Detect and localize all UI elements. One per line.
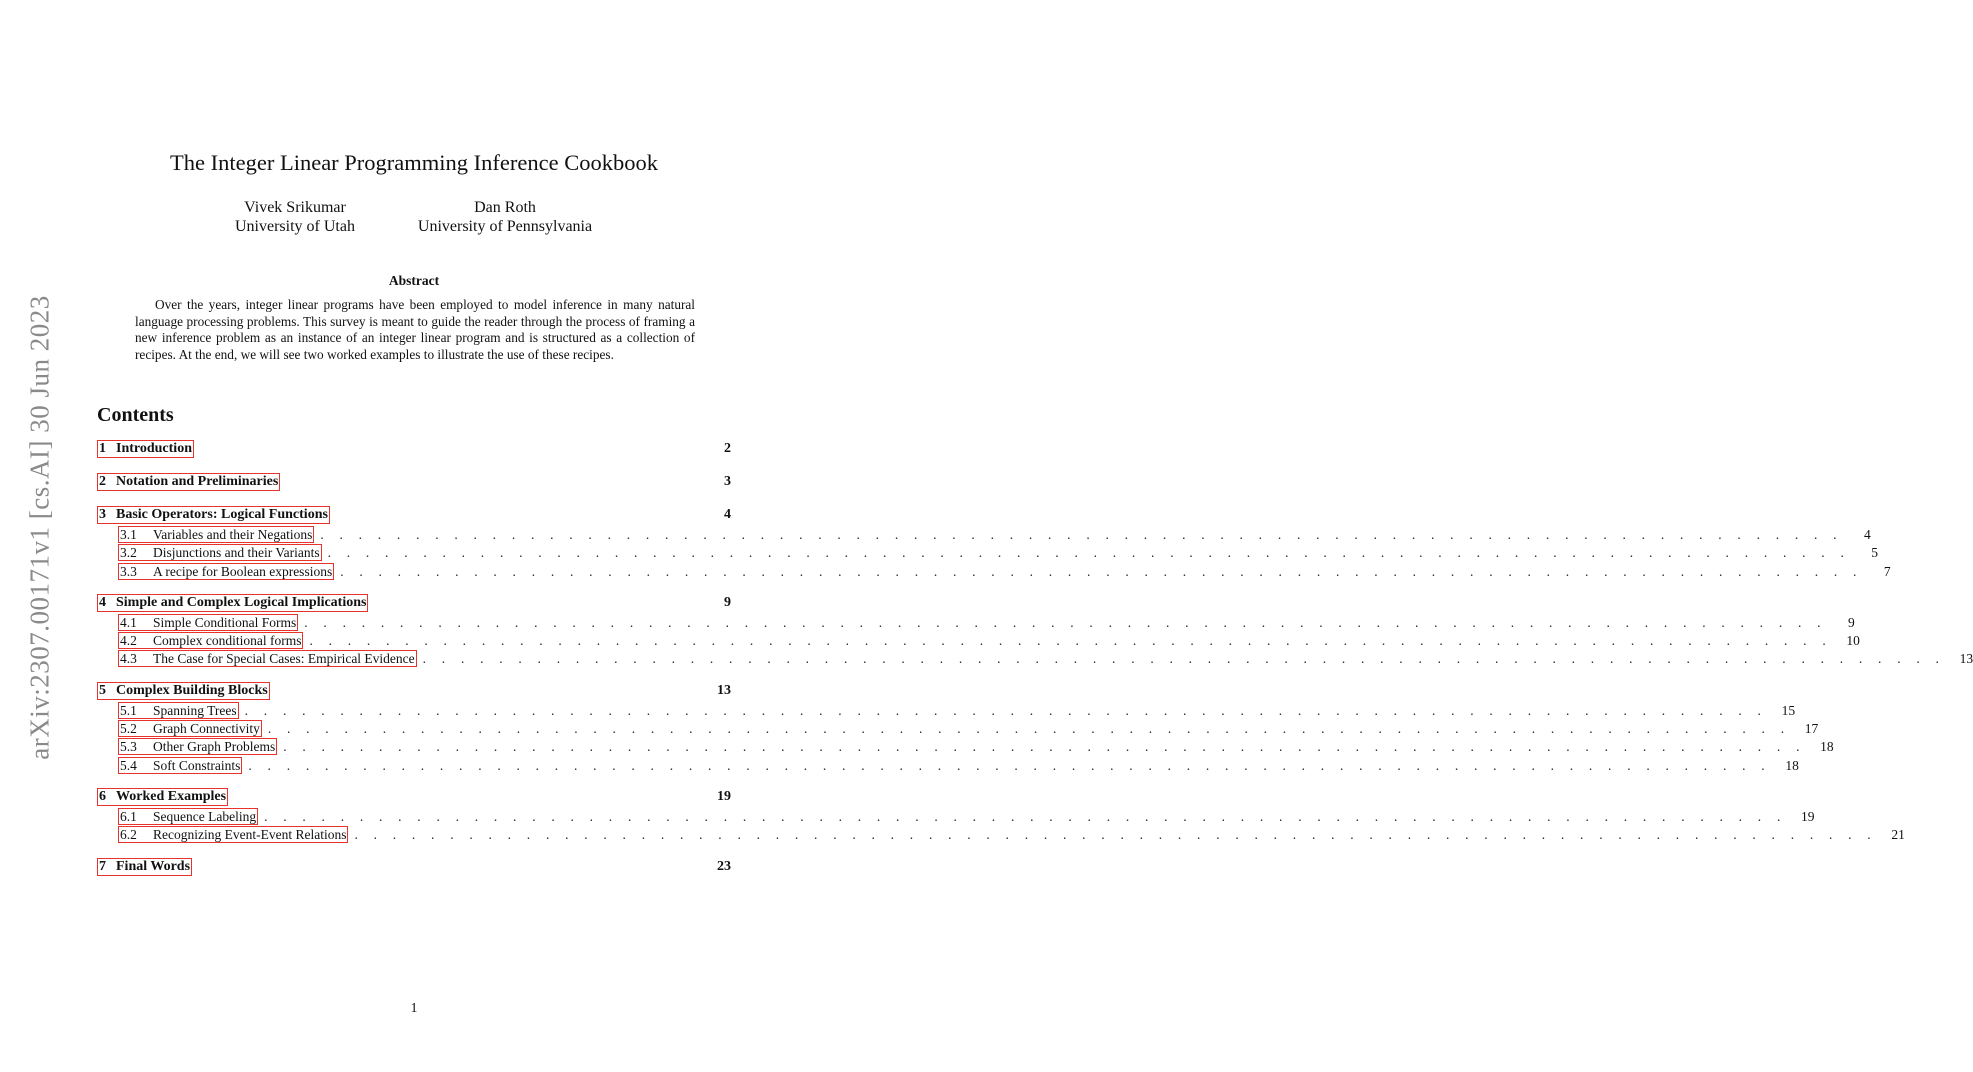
toc-subsection-page: 7 <box>1883 563 1891 579</box>
toc-leader-dots: . . . . . . . . . . . . . . . . . . . . . . . . . . . . . . . . . . . . . . . . . . . . . . . . . . . . . . . . . . . . . . . . . . . . . . . . . . . . . . . . <box>267 721 1791 737</box>
toc-subsection-page: 17 <box>1804 721 1819 737</box>
toc-section-title: Complex Building Blocks <box>116 682 268 698</box>
toc-section-link[interactable] <box>97 682 270 700</box>
toc-leader-dots: . . . . . . . . . . . . . . . . . . . . . . . . . . . . . . . . . . . . . . . . . . . . . . . . . . . . . . . . . . . . . . . . . . . . . . . . . . . . . . . . <box>248 757 1771 773</box>
toc-section-number: 3 <box>99 507 106 522</box>
toc-section-title: Introduction <box>116 441 192 456</box>
toc-subsection-page: 21 <box>1891 827 1905 843</box>
page-number: 1 <box>410 1001 418 1016</box>
toc-subsection-link[interactable] <box>118 650 417 667</box>
toc-subsection-title: Simple Conditional Forms <box>153 614 297 630</box>
toc-section-row <box>97 473 731 493</box>
toc-subsection-page: 5 <box>1871 545 1879 561</box>
toc-section-page: 4 <box>724 507 731 522</box>
toc-subsection-title: Complex conditional forms <box>153 633 302 649</box>
arxiv-identifier-text: arXiv:2307.00171v1 [cs.AI] 30 Jun 2023 <box>24 294 55 760</box>
toc-leader-dots: . . . . . . . . . . . . . . . . . . . . . . . . . . . . . . . . . . . . . . . . . . . . . . . . . . . . . . . . . . . . . . . . . . . . . . . . . . . . . . . . <box>304 614 1827 630</box>
toc-subsection-row <box>97 702 1796 720</box>
toc-subsection-title: The Case for Special Cases: Empirical Evidence <box>153 651 415 667</box>
toc-section-number: 1 <box>99 441 106 456</box>
toc-subsection-link[interactable] <box>118 544 322 561</box>
toc-subsection-number: 5.4 <box>120 757 137 773</box>
toc-subsection-page: 9 <box>1847 614 1855 630</box>
toc-subsection-title: Recognizing Event-Event Relations <box>153 827 347 843</box>
toc-leader-dots: . . . . . . . . . . . . . . . . . . . . . . . . . . . . . . . . . . . . . . . . . . . . . . . . . . . . . . . . . . . . . . . . . . . . . . . . . . . . . . . . <box>309 633 1832 649</box>
toc-subsection-link[interactable] <box>118 757 242 774</box>
toc-subsection-row <box>97 757 1799 775</box>
toc-subsection-number: 3.1 <box>120 527 137 542</box>
toc-leader-dots: . . . . . . . . . . . . . . . . . . . . . . . . . . . . . . . . . . . . . . . . . . . . . . . . . . . . . . . . . . . . . . . . . . . . . . . . . . . . . . . . <box>264 808 1787 824</box>
toc-subsection-number: 4.1 <box>120 614 137 630</box>
toc-section-row <box>97 682 731 702</box>
author-affiliation: University of Utah <box>235 218 355 235</box>
toc-section-page: 13 <box>717 682 731 698</box>
toc-section-title: Final Words <box>116 858 191 874</box>
author-block <box>404 198 606 236</box>
toc-section-link[interactable] <box>97 440 194 458</box>
toc-subsection-number: 6.1 <box>120 808 137 824</box>
toc-subsection-page: 15 <box>1781 702 1796 718</box>
toc-section-number: 7 <box>99 858 106 874</box>
toc-section <box>97 473 731 493</box>
toc-subsection-number: 3.3 <box>120 563 137 579</box>
toc-section <box>97 594 1973 669</box>
toc-section <box>97 506 1891 581</box>
toc-subsection-link[interactable] <box>118 702 239 719</box>
paper-title: The Integer Linear Programming Inference Cookbook <box>170 150 658 175</box>
abstract-heading: Abstract <box>388 273 440 288</box>
toc-section-row <box>97 858 731 878</box>
toc-section-row <box>97 788 731 808</box>
toc-subsection-number: 3.2 <box>120 545 137 561</box>
toc-subsection-number: 4.2 <box>120 633 137 649</box>
toc-subsection-page: 18 <box>1785 757 1799 773</box>
toc-section-link[interactable] <box>97 788 228 806</box>
toc-section <box>97 788 1905 845</box>
toc-section-row <box>97 506 731 526</box>
toc-section <box>97 858 731 878</box>
toc-subsection-row <box>97 650 1973 668</box>
toc-subsection-link[interactable] <box>118 632 303 649</box>
toc-subsection-row <box>97 808 1815 826</box>
toc-subsection-row <box>97 826 1905 844</box>
toc-subsection-page: 19 <box>1801 808 1815 824</box>
author-affiliation: University of Pennsylvania <box>417 218 593 235</box>
toc-section-page: 2 <box>724 441 731 456</box>
toc-subsection-link[interactable] <box>118 826 348 843</box>
toc-section-title: Worked Examples <box>116 788 227 804</box>
toc-section-title: Simple and Complex Logical Implications <box>116 594 367 610</box>
toc-subsection-link[interactable] <box>118 563 334 580</box>
toc-subsection-row <box>97 720 1819 738</box>
toc-leader-dots: . . . . . . . . . . . . . . . . . . . . . . . . . . . . . . . . . . . . . . . . . . . . . . . . . . . . . . . . . . . . . . . . . . . . . . . . . . . . . . . . <box>340 563 1863 579</box>
toc-subsection-link[interactable] <box>118 720 262 737</box>
toc-subsection-number: 5.1 <box>120 702 137 718</box>
toc-subsection-number: 5.3 <box>120 739 137 755</box>
toc-section-link[interactable] <box>97 858 192 876</box>
toc-section <box>97 440 731 460</box>
toc-section <box>97 682 1834 775</box>
toc-leader-dots: . . . . . . . . . . . . . . . . . . . . . . . . . . . . . . . . . . . . . . . . . . . . . . . . . . . . . . . . . . . . . . . . . . . . . . . . . . . . . . . . <box>422 651 1946 667</box>
toc-leader-dots: . . . . . . . . . . . . . . . . . . . . . . . . . . . . . . . . . . . . . . . . . . . . . . . . . . . . . . . . . . . . . . . . . . . . . . . . . . . . . . . . <box>320 527 1843 542</box>
toc-subsection-link[interactable] <box>118 526 314 543</box>
toc-subsection-row <box>97 526 1871 544</box>
toc-subsection-page: 10 <box>1846 633 1860 649</box>
toc-section-number: 4 <box>99 594 106 610</box>
contents-heading: Contents <box>97 404 174 426</box>
toc-subsection-row <box>97 544 1879 562</box>
toc-leader-dots: . . . . . . . . . . . . . . . . . . . . . . . . . . . . . . . . . . . . . . . . . . . . . . . . . . . . . . . . . . . . . . . . . . . . . . . . . . . . . . . . <box>283 739 1806 755</box>
toc-subsection-row <box>97 632 1860 650</box>
toc-subsection-number: 4.3 <box>120 651 137 667</box>
toc-section-page: 9 <box>724 594 731 610</box>
toc-section-page: 23 <box>717 858 731 874</box>
toc-subsection-link[interactable] <box>118 738 277 755</box>
toc-subsection-title: Graph Connectivity <box>153 721 260 737</box>
toc-subsection-row <box>97 614 1855 632</box>
arxiv-side-identifier <box>20 296 60 758</box>
toc-section-link[interactable] <box>97 594 368 612</box>
toc-subsection-title: Variables and their Negations <box>153 527 313 542</box>
author-name: Dan Roth <box>474 199 536 216</box>
toc-subsection-row <box>97 738 1834 756</box>
toc-section-number: 2 <box>99 474 106 489</box>
toc-subsection-number: 6.2 <box>120 827 137 843</box>
author-block <box>218 198 372 236</box>
toc-subsection-row <box>97 563 1891 581</box>
toc-leader-dots: . . . . . . . . . . . . . . . . . . . . . . . . . . . . . . . . . . . . . . . . . . . . . . . . . . . . . . . . . . . . . . . . . . . . . . . . . . . . . . . . <box>244 702 1768 718</box>
toc-subsection-title: A recipe for Boolean expressions <box>153 563 333 579</box>
toc-subsection-page: 13 <box>1959 651 1973 667</box>
toc-subsection-title: Spanning Trees <box>153 702 237 718</box>
toc-section-number: 5 <box>99 682 106 698</box>
toc-section-row <box>97 440 731 460</box>
toc-section-title: Basic Operators: Logical Functions <box>116 507 328 522</box>
toc-section-page: 3 <box>724 474 731 489</box>
toc-subsection-title: Disjunctions and their Variants <box>153 545 320 561</box>
toc-section-title: Notation and Preliminaries <box>116 474 279 489</box>
toc-leader-dots: . . . . . . . . . . . . . . . . . . . . . . . . . . . . . . . . . . . . . . . . . . . . . . . . . . . . . . . . . . . . . . . . . . . . . . . . . . . . . . . . <box>354 827 1877 843</box>
toc-section-row <box>97 594 731 614</box>
toc-subsection-title: Sequence Labeling <box>153 808 257 824</box>
toc-section-link[interactable] <box>97 473 280 491</box>
toc-leader-dots: . . . . . . . . . . . . . . . . . . . . . . . . . . . . . . . . . . . . . . . . . . . . . . . . . . . . . . . . . . . . . . . . . . . . . . . . . . . . . . . . <box>327 545 1851 561</box>
toc-subsection-link[interactable] <box>118 614 298 631</box>
toc-section-link[interactable] <box>97 506 330 524</box>
abstract-text: Over the years, integer linear programs have been employed to model inference in many natural language processing problems. This survey is meant to guide the reader through the process of framing a new inference problem as an instance of an integer linear program and is structured as a collection of recipes. At the end, we will see two worked examples to illustrate the use of these recipes. <box>135 297 695 362</box>
toc-subsection-page: 18 <box>1820 739 1834 755</box>
toc-subsection-link[interactable] <box>118 808 258 825</box>
toc-subsection-number: 5.2 <box>120 721 137 737</box>
toc-subsection-title: Other Graph Problems <box>153 739 276 755</box>
toc-section-page: 19 <box>717 788 731 804</box>
toc-subsection-title: Soft Constraints <box>153 757 241 773</box>
table-of-contents <box>97 440 1973 891</box>
author-name: Vivek Srikumar <box>244 199 346 216</box>
toc-section-number: 6 <box>99 788 106 804</box>
toc-subsection-page: 4 <box>1864 527 1871 542</box>
